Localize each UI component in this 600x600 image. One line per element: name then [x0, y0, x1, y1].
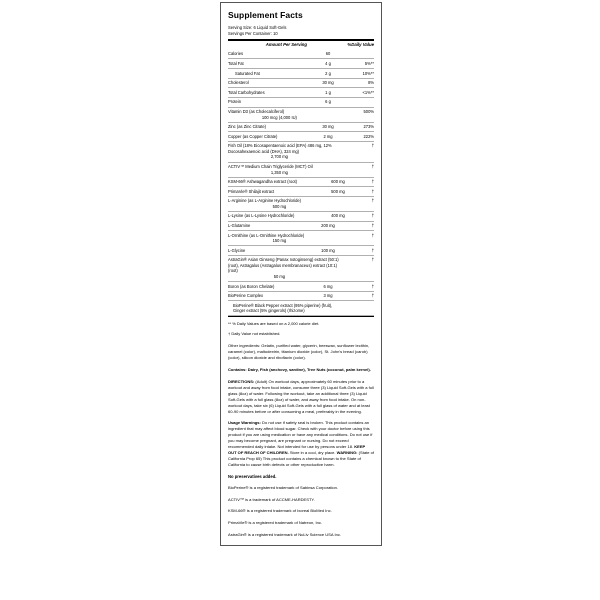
nutrient-name: BioPerine® Black Pepper extract (95% piperine) (fruit), Ginger extract (5% gingerols) (rhizome)	[228, 301, 345, 316]
nutrient-name: Copper (as Copper Citrate)	[228, 132, 311, 142]
nutrient-name: Saturated Fat	[228, 69, 311, 79]
page-title: Supplement Facts	[228, 10, 303, 20]
nutrient-daily-value	[345, 301, 374, 316]
nutrient-amount: 30 mg	[311, 122, 345, 132]
nutrition-table	[228, 41, 374, 316]
nutrient-name: Zinc (as Zinc Citrate)	[228, 122, 311, 132]
nutrient-daily-value: †	[345, 231, 374, 246]
nutrient-name: PrimaVie® Shilajit extract 500 mg	[228, 187, 345, 197]
nutrient-amount: 400 mg	[331, 213, 345, 219]
table-row	[228, 231, 374, 246]
nutrient-name: BioPerine Complex	[228, 291, 311, 301]
servings-per-container: Servings Per Container: 10	[228, 31, 278, 37]
keep-out-of-reach: KEEP OUT OF REACH OF CHILDREN.	[228, 444, 366, 456]
nutrient-daily-value: †	[345, 196, 374, 211]
nutrient-amount: 3 mg	[311, 291, 345, 301]
trademark-line: PrimaVie® is a registered trademark of Natreon, Inc.	[228, 520, 323, 526]
nutrient-amount: 100 mcg (4,000 IU)	[261, 114, 297, 120]
footnote-daily-value: ** % Daily Values are based on a 2,000 calorie diet.	[228, 321, 320, 327]
nutrient-amount: 2,700 mg	[270, 154, 288, 160]
footnote-dagger: † Daily Value not established.	[228, 331, 281, 337]
keep-out-after-text: Store in a cool, dry place.	[288, 450, 337, 456]
nutrient-daily-value	[345, 97, 374, 107]
table-row	[228, 132, 374, 142]
table-row	[228, 291, 374, 301]
nutrient-daily-value: 5%**	[345, 59, 374, 69]
nutrient-name: AstraGin® Asian Ginseng (Panax notoginseng) extract (50:1) (root), Astragalus (Astragalus membranaceus) extract (10:1) (root) 50 mg	[228, 255, 345, 281]
table-row	[228, 177, 374, 187]
nutrient-name: Boron (as Boron Chelate)	[228, 282, 311, 292]
divider-below-table	[228, 316, 374, 317]
table-row	[228, 211, 374, 221]
table-row	[228, 78, 374, 88]
table-row	[228, 255, 374, 281]
allergen-text: Contains: Dairy, Fish (anchovy, sardine), Tree Nuts (coconut, palm kernel).	[228, 367, 371, 373]
nutrient-daily-value: †	[345, 162, 374, 177]
trademark-line: BioPerine® is a registered trademark of Sabinsa Corporation.	[228, 484, 339, 490]
nutrient-name: ACTIV™ Medium Chain Triglyceride (MCT) Oil 1,350 mg	[228, 162, 345, 177]
nutrient-name: L-Lysine (as L-Lysine Hydrochloride) 400 mg	[228, 211, 345, 221]
nutrient-name: Protein	[228, 97, 311, 107]
nutrient-daily-value	[345, 50, 374, 59]
nutrient-amount: 150 mg	[272, 238, 287, 244]
table-row	[228, 88, 374, 98]
nutrient-daily-value: †	[345, 141, 374, 162]
table-row	[228, 187, 374, 197]
nutrient-daily-value: 8%	[345, 78, 374, 88]
prop65-text: (State of California Prop 65) This product contains a chemical known to the State of California to cause birth defects or other reproductive harm.	[228, 450, 374, 467]
other-ingredients: Other ingredients: Gelatin, purified water, glycerin, beeswax, sunflower lecithin, caramel (color), maltodextrin, titanium dioxide (color), St. John's bread (carob)(color), silicon dioxide and riboflavin (color).	[228, 343, 370, 361]
nutrient-daily-value: †	[345, 187, 374, 197]
table-row	[228, 50, 374, 59]
nutrient-amount: 6 g	[311, 97, 345, 107]
nutrient-amount: 1 g	[311, 88, 345, 98]
table-row	[228, 107, 374, 122]
nutrient-amount: 200 mg	[311, 221, 345, 231]
directions-text: (Adult) On workout days, approximately 60 minutes prior to a workout and away from food intake, consume three (3) Liquid Soft-Gels with a full glass (8oz) of water. Following the workout, take an additional three (3) Liquid Soft-Gels with a full glass (8oz) of water, and away from food intake. On non-workout days, take six (6) Liquid Soft-Gels with a full glass of water and at least 60-90 minutes before or after consuming a meal, preferably in the evening.	[228, 379, 374, 414]
nutrient-daily-value: <1%**	[345, 88, 374, 98]
nutrient-name: KSM-66® Ashwagandha extract (root) 600 mg	[228, 177, 345, 187]
usage-warnings	[228, 420, 374, 467]
table-row	[228, 69, 374, 79]
table-row	[228, 196, 374, 211]
nutrient-amount: 2 mg	[311, 132, 345, 142]
nutrient-name: L-Glutamine	[228, 221, 311, 231]
nutrient-daily-value: 10%**	[345, 69, 374, 79]
nutrient-name: Cholesterol	[228, 78, 311, 88]
directions-label: DIRECTIONS:	[228, 379, 255, 385]
trademark-line: ACTIV™ is a trademark of ACCME-HARDESTY.	[228, 496, 315, 502]
table-row	[228, 301, 374, 316]
table-row	[228, 282, 374, 292]
nutrient-amount: 50 mg	[273, 273, 286, 279]
nutrient-name: Total Fat	[228, 59, 311, 69]
nutrient-daily-value: †	[345, 211, 374, 221]
no-preservatives: No preservatives added.	[228, 473, 277, 479]
nutrient-amount: 2 g	[311, 69, 345, 79]
supplement-facts-panel	[220, 2, 382, 546]
nutrient-amount: 500 mg	[272, 203, 287, 209]
nutrient-name: Vitamin D3 (as Cholecalciferol) 100 mcg (4,000 IU)	[228, 107, 345, 122]
nutrient-amount: 600 mg	[331, 179, 345, 185]
nutrient-daily-value: 222%	[345, 132, 374, 142]
nutrient-name: L-Ornithine (as L-Ornithine Hydrochloride) 150 mg	[228, 231, 345, 246]
nutrient-amount: 500 mg	[331, 188, 345, 194]
column-header-amount: Amount Per Serving	[265, 42, 308, 48]
table-row	[228, 97, 374, 107]
nutrient-daily-value: †	[345, 246, 374, 256]
prop65-label: WARNING:	[336, 450, 358, 456]
table-row	[228, 162, 374, 177]
nutrient-daily-value: †	[345, 221, 374, 231]
nutrient-daily-value: †	[345, 282, 374, 292]
table-row	[228, 246, 374, 256]
nutrient-amount: 100 mg	[311, 246, 345, 256]
nutrient-amount: 6 mg	[311, 282, 345, 292]
table-row	[228, 59, 374, 69]
table-row	[228, 122, 374, 132]
nutrient-amount: 1,350 mg	[270, 169, 288, 175]
nutrient-name: Fish Oil (18% Eicosapentaenoic acid (EPA) 486 mg, 12% Docosahexaenoic acid (DHA), 324 mg) 2,700 mg	[228, 141, 345, 162]
nutrient-daily-value: 500%	[345, 107, 374, 122]
nutrient-daily-value: 273%	[345, 122, 374, 132]
nutrient-amount: 30 mg	[311, 78, 345, 88]
nutrient-name: Calories	[228, 50, 311, 59]
nutrient-daily-value: †	[345, 255, 374, 281]
directions	[228, 379, 374, 414]
allergen-contains	[228, 367, 374, 373]
nutrient-daily-value: †	[345, 291, 374, 301]
warnings-label: Usage Warnings:	[228, 420, 261, 426]
nutrient-name: L-Arginine (as L-Arginine Hydrochloride) 500 mg	[228, 196, 345, 211]
nutrient-amount: 4 g	[311, 59, 345, 69]
nutrient-name: L-Glycine	[228, 246, 311, 256]
warnings-text: Do not use if safety seal is broken. This product contains an ingredient that may affect blood sugar. Check with your doctor before using this product if you are using medication or have any medical conditions. Do not use if you may become pregnant, are pregnant or nursing. Do not exceed recommended daily intake. Not intended for use by persons under 18.	[228, 420, 373, 450]
nutrient-daily-value: †	[345, 177, 374, 187]
serving-size: Serving Size: 6 Liquid Soft-Gels	[228, 25, 287, 31]
table-row	[228, 141, 374, 162]
trademark-list	[228, 485, 374, 538]
table-header-row	[228, 41, 374, 50]
nutrient-amount: 60	[311, 50, 345, 59]
column-header-daily-value: %Daily Value	[347, 42, 374, 48]
trademark-line: AstraGin® is a registered trademark of NuLiv Science USA Inc.	[228, 532, 341, 538]
nutrient-name: Total Carbohydrates	[228, 88, 311, 98]
table-row	[228, 221, 374, 231]
trademark-line: KSM-66® is a registered trademark of Ixoreal BioMed Inc.	[228, 508, 332, 514]
